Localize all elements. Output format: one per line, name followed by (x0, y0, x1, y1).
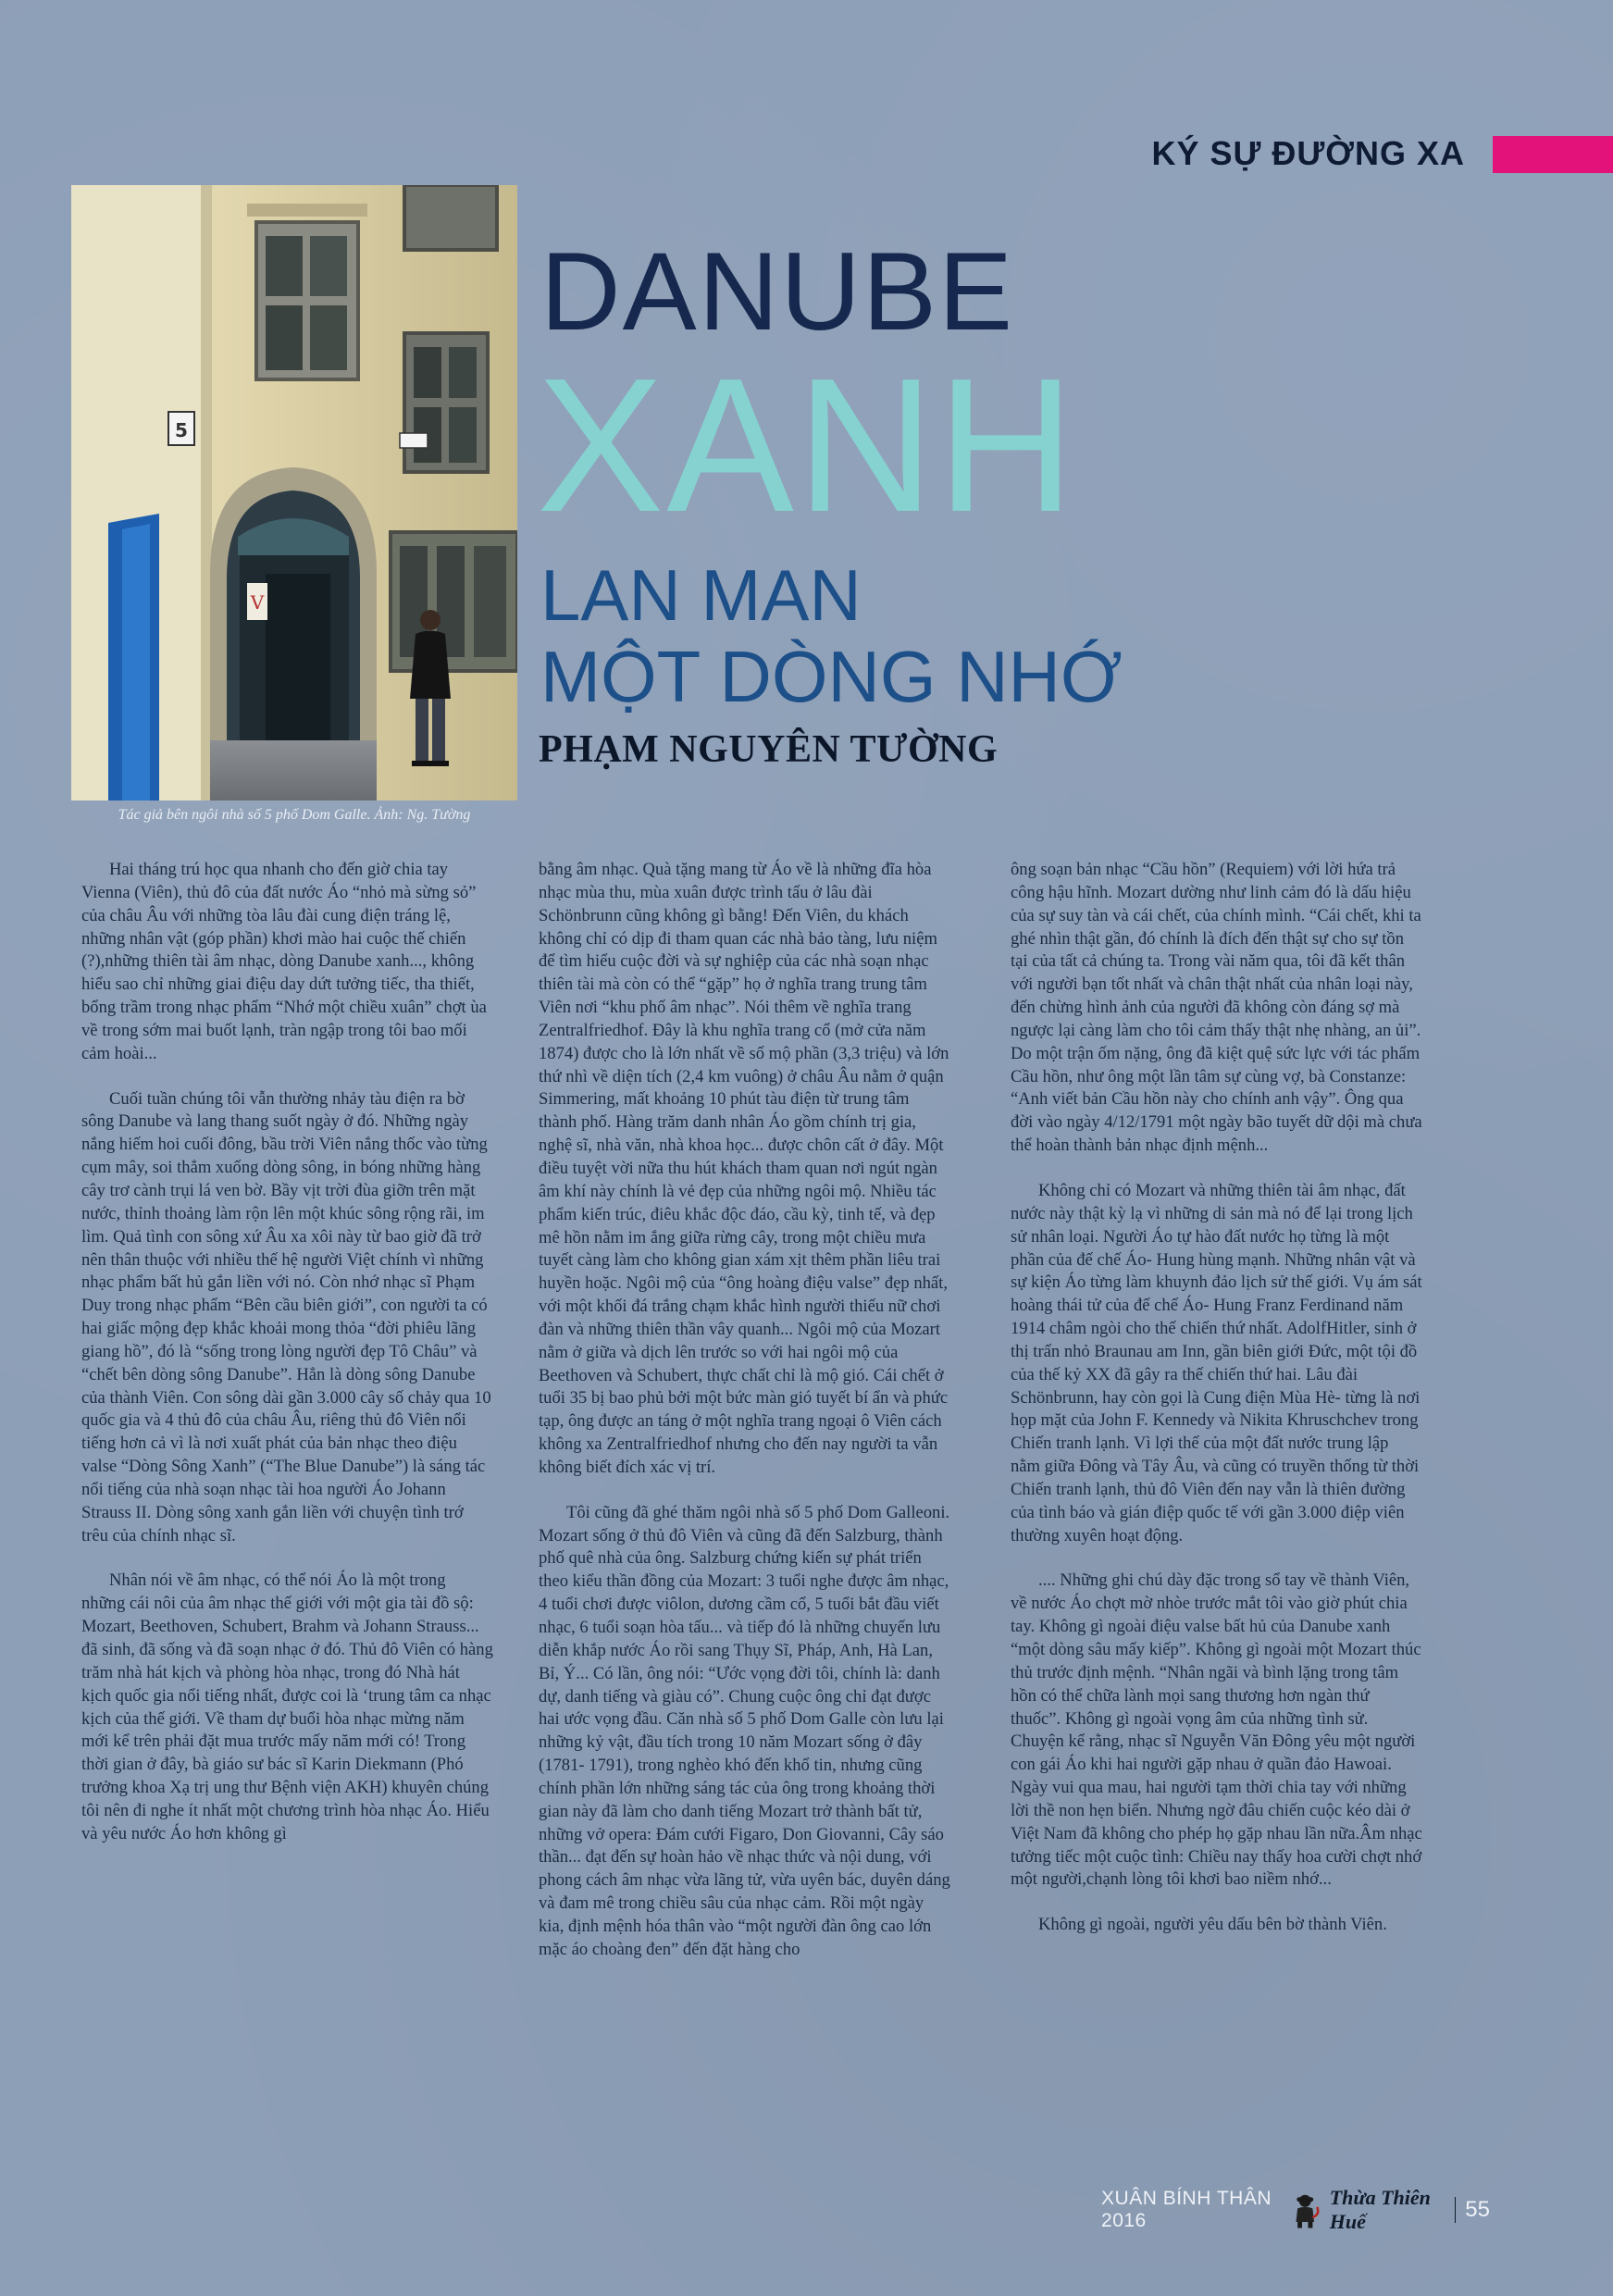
paragraph: Hai tháng trú học qua nhanh cho đến giờ chia tay Vienna (Viên), thủ đô của đất nước Áo “nhỏ mà sừng sỏ” của châu Âu với những tòa lâu đài cung điện tráng lệ, những nhân vật (góp phần) khơi mào hai cuộc thế chiến (?),những thiên tài âm nhạc, dòng Danube xanh..., không hiểu sao chỉ những giai điệu day dứt tưởng tiếc, tha thiết, bổng trầm trong nhạc phẩm “Nhớ một chiều xuân” chợt ùa về trong sớm mai buốt lạnh, tràn ngập trong tôi bao mối cảm hoài... (81, 860, 487, 1063)
paragraph: Nhân nói về âm nhạc, có thể nói Áo là một trong những cái nôi của âm nhạc thế giới với một gia tài đồ sộ: Mozart, Beethoven, Schubert, Brahm và Johann Strauss... đã sinh, đã sống và đã soạn nhạc ở đó. Thủ đô Viên có hàng trăm nhà hát kịch và phòng hòa nhạc, trong đó Nhà hát kịch quốc gia nổi tiếng nhất, được coi là ‘trung tâm ca nhạc kịch của thế giới. Về tham dự buổi hòa nhạc mừng năm mới kể trên phải đặt mua trước mấy năm mới có! Trong thời gian ở đây, bà giáo sư bác sĩ Karin Diekmann (Phó trưởng khoa Xạ trị ung thư Bệnh viện AKH) khuyên chúng tôi nên đi nghe ít nhất một chương trình hòa nhạc Áo. Hiểu và yêu nước Áo hơn không gì (81, 1570, 493, 1843)
monkey-logo-icon (1290, 2188, 1321, 2232)
paragraph: Không gì ngoài, người yêu dấu bên bờ thành Viên. (1038, 1915, 1387, 1935)
author-name: PHẠM NGUYÊN TƯỜNG (539, 728, 999, 771)
footer-divider (1455, 2197, 1457, 2223)
issue-label: XUÂN BÍNH THÂN 2016 (1101, 2188, 1272, 2231)
door-mark: V (250, 591, 265, 614)
page-footer (1101, 2186, 1490, 2234)
title-line-1: DANUBE (540, 230, 1015, 354)
paragraph: .... Những ghi chú dày đặc trong sổ tay về thành Viên, về nước Áo chợt mờ nhòe trước mắt tôi vào giờ phút chia tay. Không gì ngoài điệu valse bất hủ của Danube xanh “một dòng sâu mấy kiếp”. Không gì ngoài một Mozart thúc thủ trước định mệnh. “Nhân ngãi và bình lặng trong tâm hồn có thể chữa lành mọi sang thương hơn ngàn thứ thuốc”. Không gì ngoài vọng âm của những tình sử. Chuyện kể rằng, nhạc sĩ Nguyễn Văn Đông yêu một người con gái Áo khi hai người gặp nhau ở quần đảo Hawoai. Ngày vui qua mau, hai người tạm thời chia tay với những lời thề non hẹn biển. Nhưng ngờ đâu chiến cuộc kéo dài ở Việt Nam đã không cho phép họ gặp nhau lần nữa.Âm nhạc tưởng tiếc một cuộc tình: Chiều nay thấy hoa cười chợt nhớ một người,chạnh lòng tôi khơi bao niềm nhớ... (1011, 1570, 1422, 1890)
paragraph: bằng âm nhạc. Quà tặng mang từ Áo về là những đĩa hòa nhạc mùa thu, mùa xuân được trình tấu ở lâu đài Schönbrunn cũng không gì bằng! Đến Viên, du khách không chỉ có dịp đi tham quan các nhà bảo tàng, lưu niệm để tìm hiểu cuộc đời và sự nghiệp của các nhà soạn nhạc thiên tài mà còn có thể “gặp” họ ở nghĩa trang trung tâm Viên nơi “khu phố âm nhạc”. Nói thêm về nghĩa trang Zentralfriedhof. Đây là khu nghĩa trang cổ (mở cửa năm 1874) được cho là lớn nhất về số mộ phần (3,3 triệu) và lớn thứ nhì về diện tích (2,4 km vuông) ở châu Âu nằm ở quận Simmering, mất khoảng 10 phút tàu điện từ trung tâm thành phố. Hàng trăm danh nhân Áo gồm chính trị gia, nghệ sĩ, nhà văn, nhà khoa học... được chôn cất ở đây. Một điều tuyệt vời nữa thu hút khách tham quan nơi ngút ngàn âm khí này chính là vẻ đẹp của những ngôi mộ. Nhiều tác phẩm kiến trúc, điêu khắc độc đáo, cầu kỳ, tinh tế, và đẹp mê hồn nằm im ắng giữa rừng cây, trong một chiều mưa tuyết càng làm cho không gian xám xịt thêm phần liêu trai huyền hoặc. Ngôi mộ của “ông hoàng điệu valse” đẹp nhất, với một khối đá trắng chạm khắc hình người thiếu nữ chơi đàn và những thiên thần vây quanh... Ngôi mộ của Mozart nằm ở giữa và dịch lên trước so với hai ngôi mộ của Beethoven và Schubert, thực chất chỉ là mộ gió. Cái chết ở tuổi 35 bị bao phủ bởi một bức màn gió tuyết bí ẩn và phức tạp, ông được an táng ở một nghĩa trang ngoại ô Viên cách không xa Zentralfriedhof nhưng cho đến nay người ta vẫn không biết đích xác vị trí. (539, 860, 949, 1477)
photo-caption: Tác giả bên ngôi nhà số 5 phố Dom Galle. Ảnh: Ng. Tường (118, 807, 471, 823)
paragraph: Cuối tuần chúng tôi vẫn thường nhảy tàu điện ra bờ sông Danube và lang thang suốt ngày ở đó. Những ngày nắng hiếm hoi cuối đông, bầu trời Viên nắng thốc vào từng cụm mây, soi thẳm xuống dòng sông, in bóng những hàng cây trơ cành trụi lá ven bờ. Bầy vịt trời đùa giỡn trên mặt nước, thỉnh thoảng làm rộn lên một khúc sông rộng rãi, im lìm. Quả tình con sông xứ Âu xa xôi này từ bao giờ đã trở nên thân thuộc với nhiều thế hệ người Việt chính vì những nhạc phẩm bất hủ gắn liền với nó. Còn nhớ nhạc sĩ Phạm Duy trong nhạc phẩm “Bên cầu biên giới”, con người ta có hai giấc mộng đẹp khắc khoải mong thỏa “đời phiêu lãng giang hồ”, đó là “sống trong lòng người đẹp Tô Châu” và “chết bên dòng sông Danube”. Hẳn là dòng sông Danube của thành Viên. Con sông dài gần 3.000 cây số chảy qua 10 quốc gia và 4 thủ đô của châu Âu, riêng thủ đô Viên nổi tiếng hơn cả vì là nơi xuất phát của bản nhạc theo điệu valse “Dòng Sông Xanh” (“The Blue Danube”) là sáng tác nổi tiếng của nhà soạn nhạc tài hoa người Áo Johann Strauss II. Dòng sông xanh gắn liền với chuyện tình trớ trêu của chính nhạc sĩ. (81, 1088, 491, 1545)
title-line-3: LAN MAN (540, 554, 862, 636)
article-photo (71, 185, 517, 800)
paragraph: Không chỉ có Mozart và những thiên tài âm nhạc, đất nước này thật kỳ lạ vì những di sản mà nó để lại trong lịch sử nhân loại. Người Áo tự hào đất nước họ từng là một phần của đế chế Áo- Hung hùng mạnh. Những nhân vật và sự kiện Áo từng làm khuynh đảo lịch sử thế giới. Vụ ám sát hoàng thái tử của đế chế Áo- Hung Franz Ferdinand năm 1914 châm ngòi cho thế chiến thứ nhất. AdolfHitler, sinh ở thị trấn nhỏ Braunau am Inn, gần biên giới Đức, một tội đồ của thế kỷ XX đã gây ra thế chiến thứ hai. Lâu đài Schönbrunn, hay còn gọi là Cung điện Mùa Hè- từng là nơi họp mặt của John F. Kennedy và Nikita Khruschchev trong Chiến tranh lạnh. Vì lợi thế của một đất nước trung lập nằm giữa Đông và Tây Âu, và cũng có truyền thống từ thời Chiến tranh lạnh, thủ đô Viên đến nay vẫn là thiên đường của tình báo và gián điệp quốc tế với gần 3.000 điệp viên thường xuyên hoạt động. (1011, 1180, 1422, 1545)
section-accent-bar (1493, 136, 1613, 173)
title-line-4: MỘT DÒNG NHỚ (540, 636, 1123, 717)
paragraph: Tôi cũng đã ghé thăm ngôi nhà số 5 phố Dom Galleoni. Mozart sống ở thủ đô Viên và cũng đã đến Salzburg, thành phố quê nhà của ông. Salzburg chứng kiến sự phát triển theo kiểu thần đồng của Mozart: 3 tuổi nghe được âm nhạc, 4 tuổi chơi được viôlon, dương cầm cổ, 5 tuổi bắt đầu viết nhạc, 6 tuổi soạn hòa tấu... và tiếp đó là những chuyến lưu diễn khắp nước Áo rồi sang Thụy Sĩ, Pháp, Anh, Hà Lan, Bỉ, Ý... Có lần, ông nói: “Ước vọng đời tôi, chính là: danh dự, danh tiếng và giàu có”. Chung cuộc ông chỉ đạt được hai ước vọng đầu. Căn nhà số 5 phố Dom Galle còn lưu lại những kỷ vật, đầu tích trong 10 năm Mozart sống ở đây (1781- 1791), trong nghèo khó đến khổ tin, nhưng cũng chính phần lớn những sáng tác của ông trong khoảng thời gian này đã làm cho danh tiếng Mozart trở thành bất tử, những vở opera: Đám cưới Figaro, Don Giovanni, Cây sáo thần... đạt đến sự hoàn hảo về nhạc thức và nội dung, với phong cách âm nhạc vừa lãng tử, vừa uyên bác, duyên dáng và đam mê trong chiều sâu của nhạc cảm. Rồi một ngày kia, định mệnh hóa thân vào “một người đàn ông cao lớn mặc áo choàng đen” đến đặt hàng cho (539, 1502, 950, 1959)
paragraph: ông soạn bản nhạc “Cầu hồn” (Requiem) với lời hứa trả công hậu hĩnh. Mozart dường như linh cảm đó là dấu hiệu của sự suy tàn và cái chết, của chính mình. “Cái chết, khi ta ghé nhìn thật gần, đó chính là đích đến thật sự cho sự tồn tại của tất cả chúng ta. Trong vài năm qua, tôi đã kết thân với người bạn tốt nhất và chân thật nhất của nhân loại này, đến chừng hình ảnh của người đã không còn đáng sợ mà ngược lại càng làm cho tôi cảm thấy thật nhẹ nhàng, an ủi”. Do một trận ốm nặng, ông đã kiệt quệ sức lực với tác phẩm Cầu hồn, như ông một lần tâm sự cùng vợ, bà Constanze: “Anh viết bản Cầu hồn này cho chính anh vậy”. Ông qua đời vào ngày 4/12/1791 một ngày bão tuyết dữ dội mà chưa thể hoàn thành bản nhạc định mệnh... (1011, 860, 1422, 1156)
body-column-2 (539, 859, 950, 1984)
body-column-3 (1011, 859, 1422, 1959)
body-column-1 (81, 859, 493, 1868)
page-number: 55 (1465, 2197, 1490, 2222)
magazine-brand: Thừa Thiên Huế (1329, 2186, 1431, 2233)
section-label: KÝ SỰ ĐƯỜNG XA (1151, 134, 1465, 172)
title-line-2: XANH (537, 339, 1078, 552)
house-number-sign: 5 (175, 419, 188, 441)
